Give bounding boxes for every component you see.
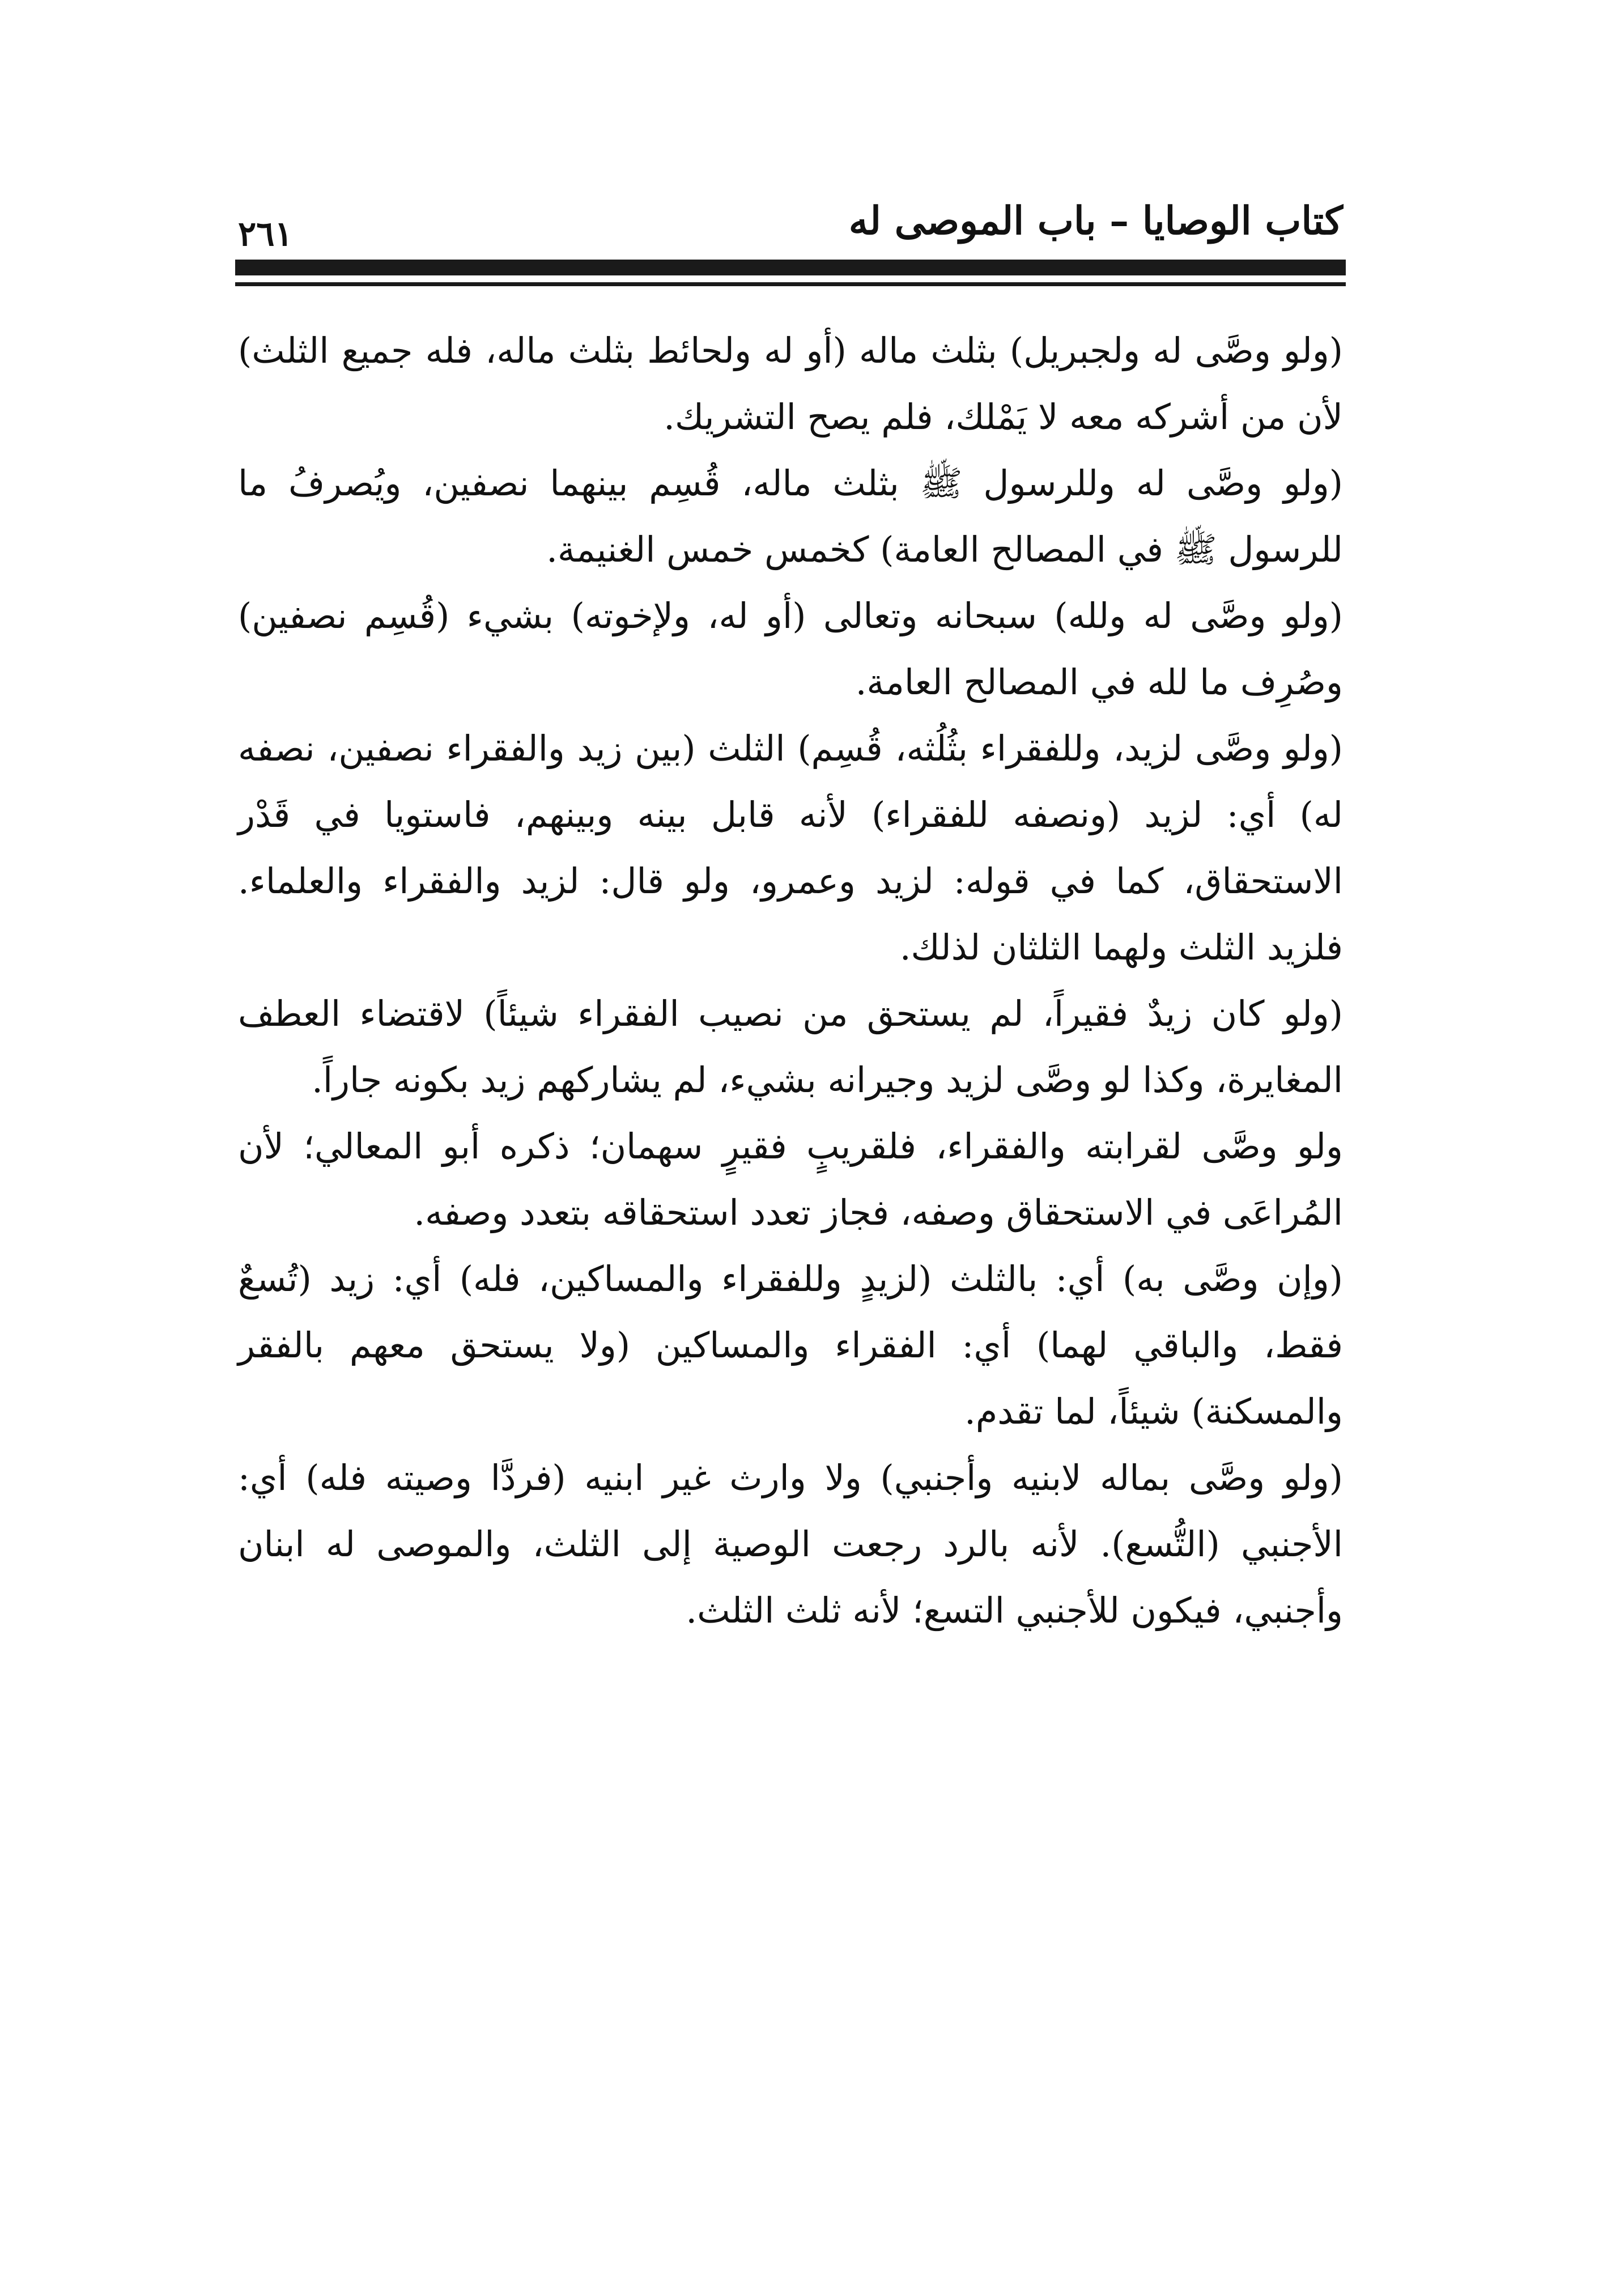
paragraph: (ولو وصَّى بماله لابنيه وأجنبي) ولا وارث غير ابنيه (فردَّا وصيته فله) أي: الأجنبي (التُّسع). لأنه بالرد رجعت الوصية إلى الثلث، والموصى له ابنان وأجنبي، فيكون للأجنبي التسع؛ لأنه ثلث الثلث. (238, 1457, 1343, 1631)
paragraph: (وإن وصَّى به) أي: بالثلث (لزيدٍ وللفقراء والمساكين، فله) أي: زيد (تُسعٌ فقط، والباقي لهما) أي: الفقراء والمساكين (ولا يستحق معهم بالفقر والمسكنة) شيئاً، لما تقدم. (238, 1258, 1343, 1432)
paragraph: (ولو وصَّى له ولله) سبحانه وتعالى (أو له، ولإخوته) بشيء (قُسِم نصفين) وصُرِف ما لله في المصالح العامة. (238, 595, 1343, 703)
header-title: كتاب الوصايا – باب الموصى له (848, 198, 1343, 244)
paragraph: (ولو وصَّى له وللرسول ﷺ بثلث ماله، قُسِم بينهما نصفين، ويُصرفُ ما للرسول ﷺ في المصالح العامة) كخمس خمس الغنيمة. (238, 462, 1343, 570)
paragraph: (ولو وصَّى لزيد، وللفقراء بثُلُثه، قُسِم) الثلث (بين زيد والفقراء نصفين، نصفه له) أي: لزيد (ونصفه للفقراء) لأنه قابل بينه وبينهم، فاستويا في قَدْر الاستحقاق، كما في قوله: لزيد وعمرو، ولو قال: لزيد والفقراء والعلماء. فلزيد الثلث ولهما الثلثان لذلك. (238, 728, 1343, 968)
paragraph: (ولو كان زيدٌ فقيراً، لم يستحق من نصيب الفقراء شيئاً) لاقتضاء العطف المغايرة، وكذا لو وصَّى لزيد وجيرانه بشيء، لم يشاركهم زيد بكونه جاراً. (238, 993, 1343, 1101)
header-rule-thick (235, 260, 1346, 275)
header-rule (235, 260, 1346, 294)
header-rule-thin (235, 282, 1346, 286)
paragraph: ولو وصَّى لقرابته والفقراء، فلقريبٍ فقيرٍ سهمان؛ ذكره أبو المعالي؛ لأن المُراعَى في الاستحقاق وصفه، فجاز تعدد استحقاقه بتعدد وصفه. (238, 1126, 1343, 1233)
body-text (238, 317, 1343, 1644)
page-number: ٢٦١ (238, 214, 293, 254)
paragraph: (ولو وصَّى له ولجبريل) بثلث ماله (أو له ولحائط بثلث ماله، فله جميع الثلث) لأن من أشركه معه لا يَمْلك، فلم يصح التشريك. (238, 330, 1343, 438)
